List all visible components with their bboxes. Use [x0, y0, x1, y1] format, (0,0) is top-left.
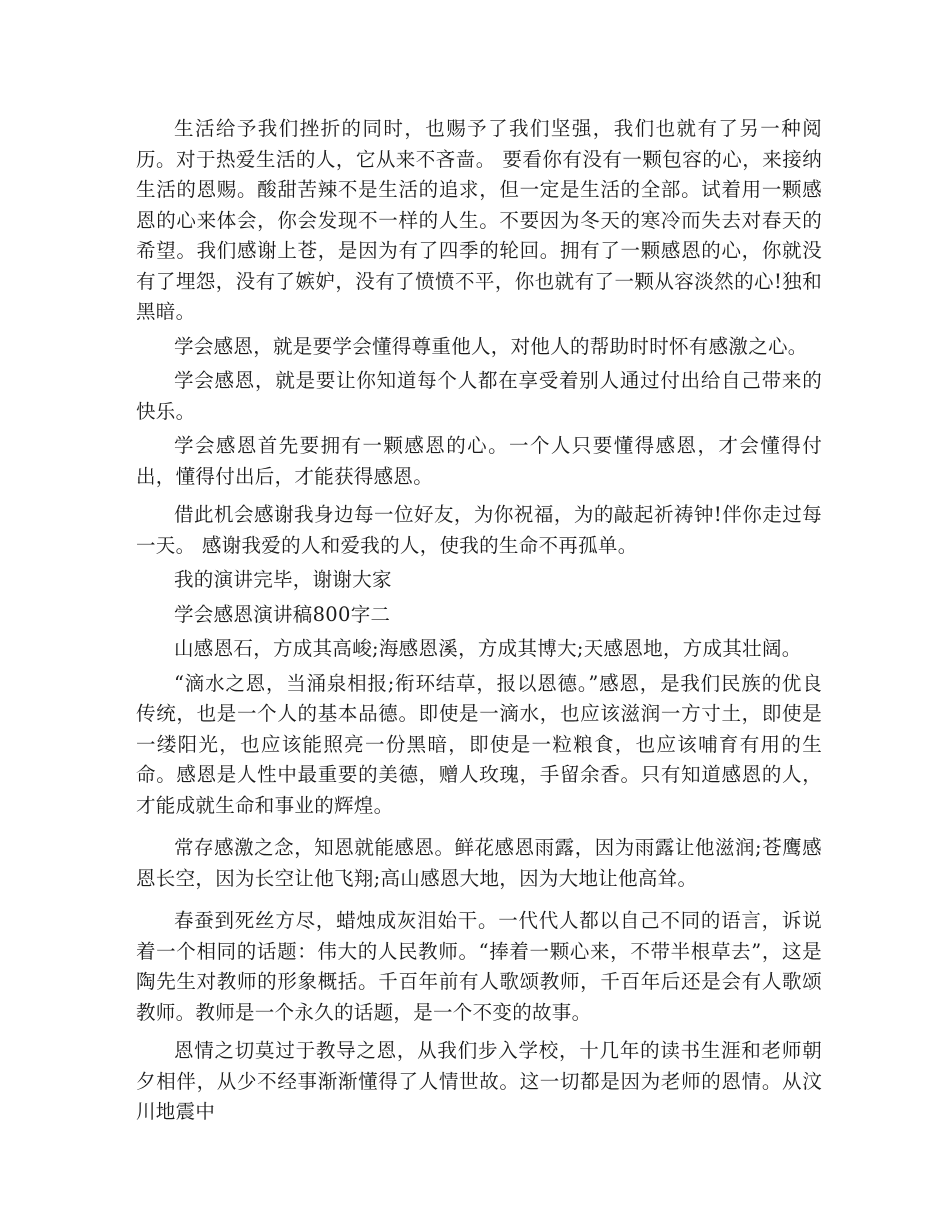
- paragraph: 常存感激之念，知恩就能感恩。鲜花感恩雨露，因为雨露让他滋润;苍鹰感恩长空，因为长空让他飞翔;高山感恩大地，因为大地让他高耸。: [136, 836, 822, 890]
- paragraph: 我的演讲完毕，谢谢大家: [174, 568, 392, 591]
- paragraph: 学会感恩，就是要学会懂得尊重他人，对他人的帮助时时怀有感激之心。: [174, 334, 808, 358]
- paragraph: 学会感恩首先要拥有一颗感恩的心。一个人只要懂得感恩，才会懂得付出，懂得付出后，才能获得感恩。: [136, 434, 822, 488]
- paragraph: 借此机会感谢我身边每一位好友，为你祝福，为的敲起祈祷钟!伴你走过每一天。 感谢我爱的人和爱我的人，使我的生命不再孤单。: [136, 503, 822, 557]
- paragraph: 学会感恩，就是要让你知道每个人都在享受着别人通过付出给自己带来的快乐。: [136, 369, 822, 423]
- paragraph: 山感恩石，方成其高峻;海感恩溪，方成其博大;天感恩地，方成其壮阔。: [174, 637, 802, 660]
- section-heading: 学会感恩演讲稿800字二: [174, 602, 391, 626]
- paragraph: “滴水之恩，当涌泉相报;衔环结草，报以恩德。”感恩，是我们民族的优良传统，也是一个人的基本品德。即使是一滴水，也应该滋润一方寸土，即使是一缕阳光，也应该能照亮一份黑暗，即使是一粒粮食，也应该哺育有用的生命。感恩是人性中最重要的美德，赠人玫瑰，手留余香。只有知道感恩的人，才能成就生命和事业的辉煌。: [136, 671, 822, 817]
- paragraph: 春蚕到死丝方尽，蜡烛成灰泪始干。一代代人都以自己不同的语言，诉说着一个相同的话题：伟大的人民教师。“捧着一颗心来，不带半根草去”，这是陶先生对教师的形象概括。千百年前有人歌颂教师，千百年后还是会有人歌颂教师。教师是一个永久的话题，是一个不变的故事。: [136, 909, 822, 1024]
- paragraph: 恩情之切莫过于教导之恩，从我们步入学校，十几年的读书生涯和老师朝夕相伴，从少不经事渐渐懂得了人情世故。这一切都是因为老师的恩情。从汶川地震中: [136, 1039, 822, 1123]
- paragraph: 生活给予我们挫折的同时，也赐予了我们坚强，我们也就有了另一种阅历。对于热爱生活的人，它从来不吝啬。 要看你有没有一颗包容的心，来接纳生活的恩赐。酸甜苦辣不是生活的追求，但一定是生活的全部。试着用一颗感恩的心来体会，你会发现不一样的人生。不要因为冬天的寒冷而失去对春天的希望。我们感谢上苍，是因为有了四季的轮回。拥有了一颗感恩的心，你就没有了埋怨，没有了嫉妒，没有了愤愤不平，你也就有了一颗从容淡然的心!独和黑暗。: [136, 117, 822, 323]
- document-body: [136, 114, 822, 1128]
